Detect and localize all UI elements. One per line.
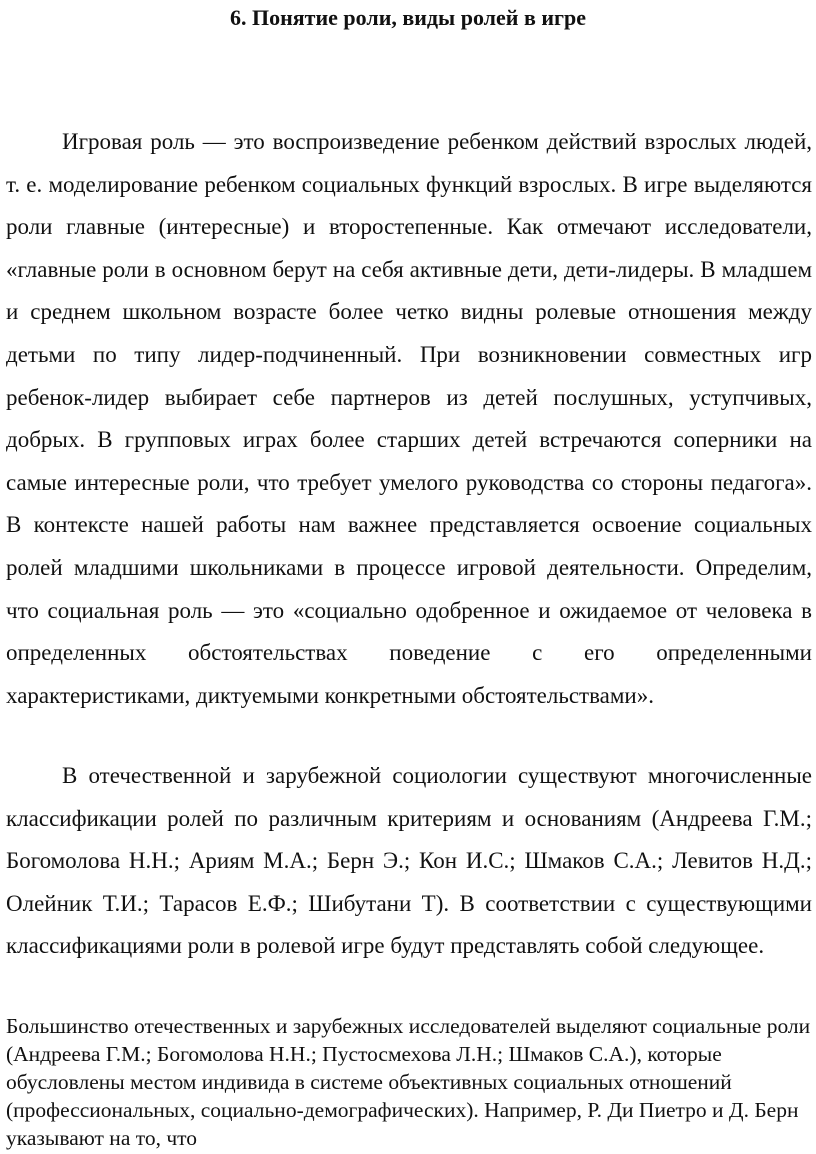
paragraph-2: В отечественной и зарубежной социологии существуют многочисленные классификации ролей по различным критериям и основаниям (Андреева Г.М.; Богомолова Н.Н.; Ариям М.А.; Берн Э.; Кон И.С.; Шмаков С.А.; Левитов Н.Д.; Олейник Т.И.; Тарасов Е.Ф.; Шибутани Т). В соответствии с существующими классификациями роли в ролевой игре будут представлять собой следующее. xyxy=(6,763,812,959)
paragraph-3: Большинство отечественных и зарубежных исследователей выделяют социальные роли (Андреева Г.М.; Богомолова Н.Н.; Пустосмехова Л.Н.; Шмаков С.А.), которые обусловлены местом индивида в системе объективных социальных отношений (профессиональных, социально-демографических). Например, Р. Ди Пиетро и Д. Берн указывают на то, что xyxy=(6,1014,811,1150)
page-title: 6. Понятие роли, виды ролей в игре xyxy=(229,5,587,30)
paragraph-1: Игровая роль — это воспроизведение ребенком действий взрослых людей, т. е. моделирование ребенком социальных функций взрослых. В игре выделяются роли главные (интересные) и второстепенные. Как отмечают исследователи, «главные роли в основном берут на себя активные дети, дети-лидеры. В младшем и среднем школьном возрасте более четко видны ролевые отношения между детьми по типу лидер-подчиненный. При возникновении совместных игр ребенок-лидер выбирает себе партнеров из детей послушных, уступчивых, добрых. В групповых играх более старших детей встречаются соперники на самые интересные роли, что требует умелого руководства со стороны педагога». В контексте нашей работы нам важнее представляется освоение социальных ролей младшими школьниками в процессе игровой деятельности. Определим, что социальная роль — это «социально одобренное и ожидаемое от человека в определенных обстоятельствах поведение с его определенными характеристиками, диктуемыми конкретными обстоятельствами». xyxy=(6,129,812,708)
